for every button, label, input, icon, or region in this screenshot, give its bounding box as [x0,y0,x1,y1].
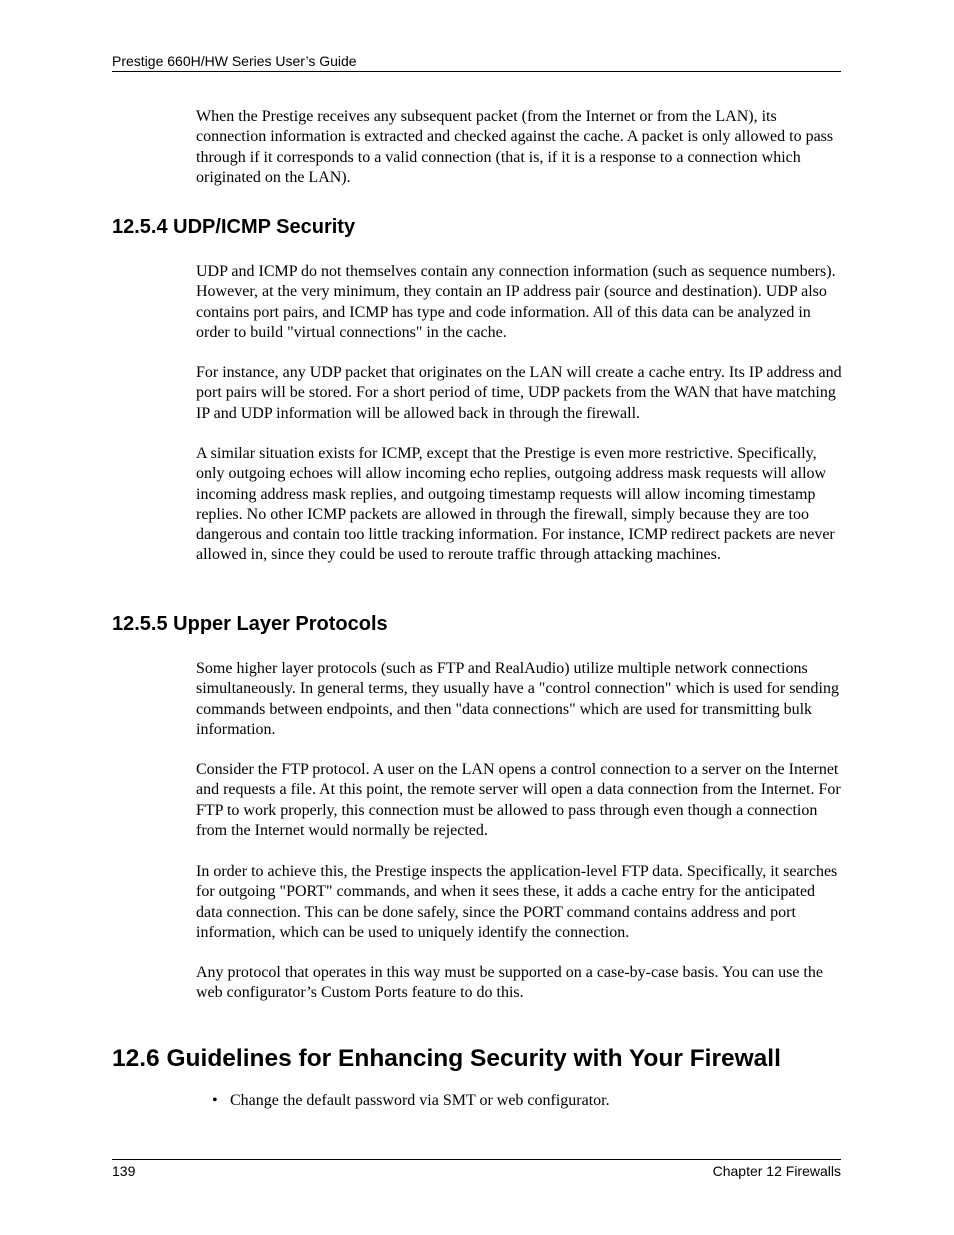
section-heading-12-5-4: 12.5.4 UDP/ICMP Security [112,216,356,238]
upper-layer-paragraph-2: Consider the FTP protocol. A user on the LAN opens a control connection to a server on the Internet and requests a file. At this point, the remote server will open a data connection from the Internet. For FTP to work properly, this connection must be allowed to pass through even though a connection from the Internet would normally be rejected. [196,761,841,839]
page-number: 139 [112,1163,136,1179]
bullet-marker: • [212,1092,218,1109]
running-header: Prestige 660H/HW Series User’s Guide [112,53,357,69]
udp-icmp-paragraph-1: UDP and ICMP do not themselves contain any connection information (such as sequence numbers). However, at the very minimum, they contain an IP address pair (source and destination). UDP also contains port pairs, and ICMP has type and code information. All of this data can be analyzed in order to build "virtual connections" in the cache. [196,263,836,341]
footer-divider [112,1159,841,1160]
udp-icmp-paragraph-2: For instance, any UDP packet that originates on the LAN will create a cache entry. Its IP address and port pairs will be stored. For a short period of time, UDP packets from the WAN that have matching IP and UDP information will be allowed back in through the firewall. [196,364,842,422]
upper-layer-paragraph-4: Any protocol that operates in this way must be supported on a case-by-case basis. You can use the web configurator’s Custom Ports feature to do this. [196,964,823,1002]
chapter-title: Chapter 12 Firewalls [712,1163,841,1179]
bullet-text: Change the default password via SMT or web configurator. [230,1092,610,1109]
section-heading-12-5-5: 12.5.5 Upper Layer Protocols [112,613,388,635]
upper-layer-paragraph-3: In order to achieve this, the Prestige inspects the application-level FTP data. Specifically, it searches for outgoing "PORT" commands, and when it sees these, it adds a cache entry for the anticipated data connection. This can be done safely, since the PORT command contains address and port information, which can be used to uniquely identify the connection. [196,863,838,941]
header-divider [112,71,841,72]
udp-icmp-paragraph-3: A similar situation exists for ICMP, except that the Prestige is even more restrictive. Specifically, only outgoing echoes will allow incoming echo replies, outgoing address mask requests will allow incoming address mask replies, and outgoing timestamp requests will allow incoming timestamp replies. No other ICMP packets are allowed in through the firewall, simply because they are too dangerous and contain too little tracking information. For instance, ICMP redirect packets are never allowed in, since they could be used to reroute traffic through attacking machines. [196,445,835,564]
bullet-list-item [212,1091,610,1111]
section-heading-12-6: 12.6 Guidelines for Enhancing Security with Your Firewall [112,1045,781,1072]
intro-paragraph: When the Prestige receives any subsequent packet (from the Internet or from the LAN), its connection information is extracted and checked against the cache. A packet is only allowed to pass through if it corresponds to a valid connection (that is, if it is a response to a connection which originated on the LAN). [196,108,834,186]
upper-layer-paragraph-1: Some higher layer protocols (such as FTP and RealAudio) utilize multiple network connections simultaneously. In general terms, they usually have a "control connection" which is used for sending commands between endpoints, and then "data connections" which are used for transmitting bulk information. [196,660,839,738]
